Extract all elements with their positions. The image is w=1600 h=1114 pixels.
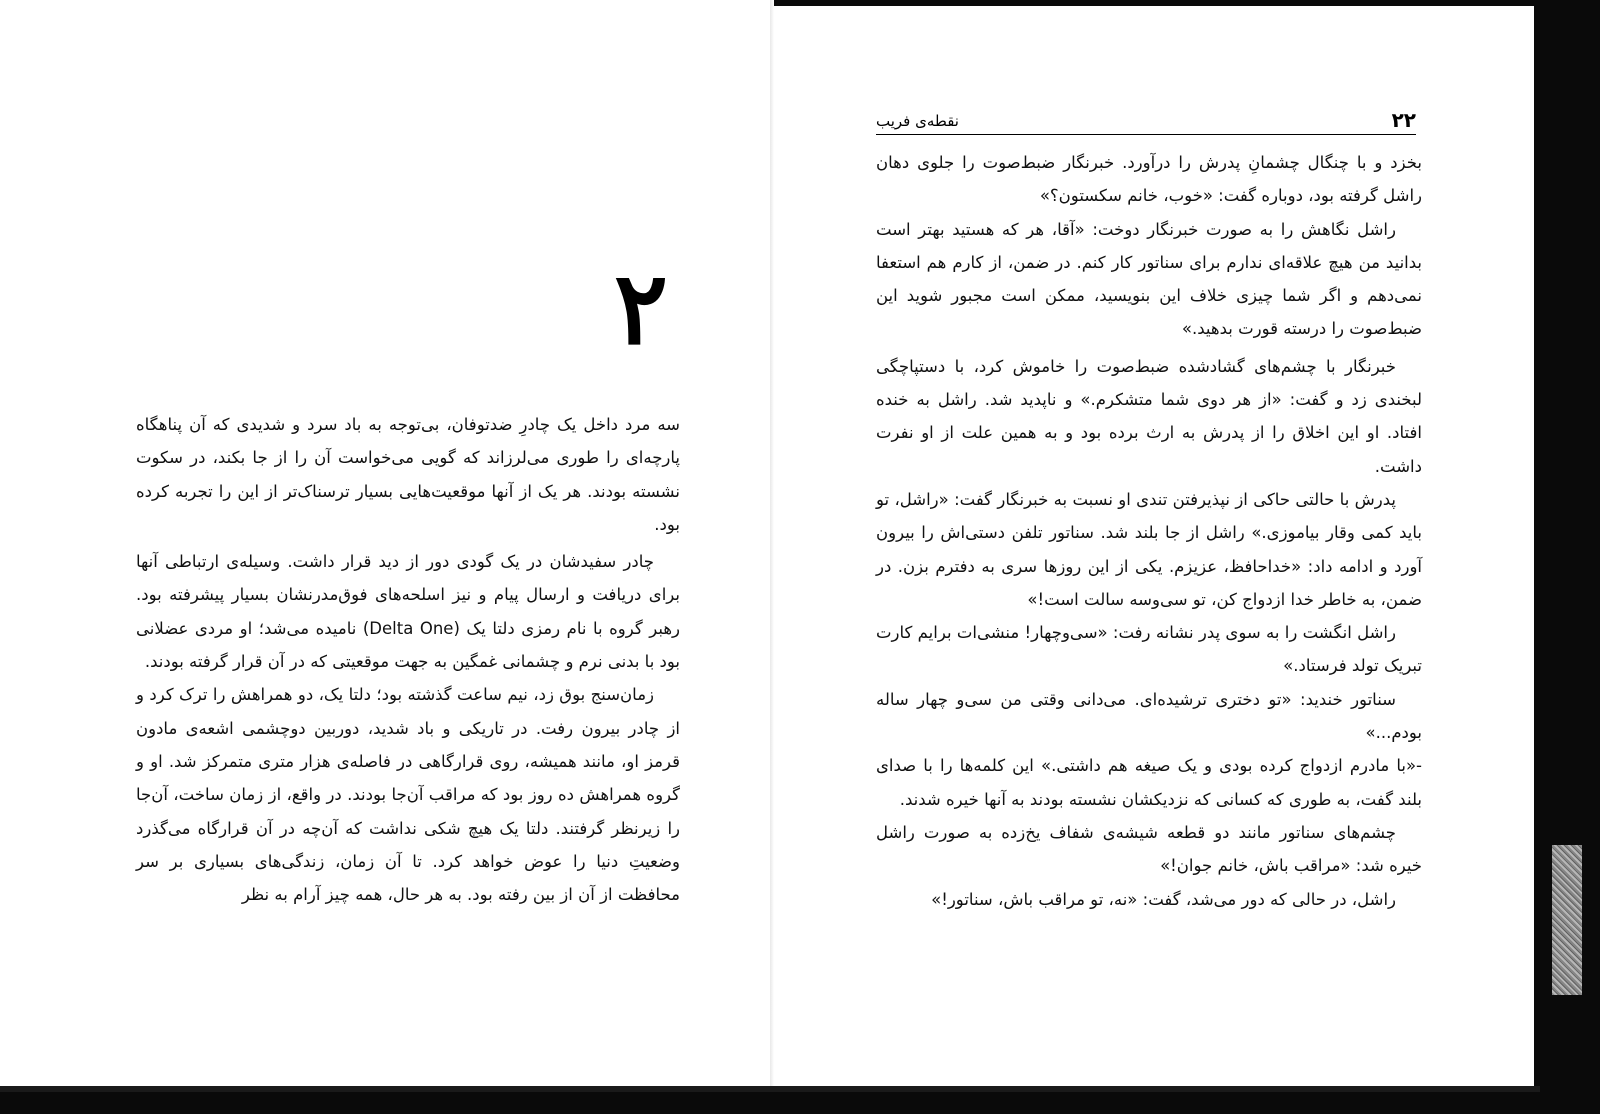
right-text-column bbox=[876, 146, 1422, 916]
paragraph: پدرش با حالتی حاکی از نپذیرفتن تندی او نسبت به خبرنگار گفت: «راشل، تو باید کمی وقار بیاموزی.» راشل از جا بلند شد. سناتور تلفن دستی‌اش را بیرون آورد و ادامه داد: «خداحافظ، عزیزم. یکی از این روزها سری به دفترم بزن. در ضمن، به خاطر خدا ازدواج کن، تو سی‌وسه سالت است!» bbox=[876, 489, 1422, 609]
bottom-edge-shadow bbox=[0, 1086, 1540, 1092]
book-gutter bbox=[770, 0, 774, 1092]
paragraph: چشم‌های سناتور مانند دو قطعه شیشه‌ی شفاف یخ‌زده به صورت راشل خیره شد: «مراقب باش، خانم جوان!» bbox=[876, 822, 1422, 876]
paragraph: راشل، در حالی که دور می‌شد، گفت: «نه، تو مراقب باش، سناتور!» bbox=[931, 889, 1396, 909]
paragraph: راشل نگاهش را به صورت خبرنگار دوخت: «آقا، هر که هستید بهتر است بدانید من هیچ علاقه‌ای ندارم برای سناتور کار کنم. در ضمن، از کارم هم استعفا نمی‌دهم و اگر شما چیزی خلاف این بنویسید، ممکن است مجبور شوید این ضبط‌صوت را درسته قورت بدهید.» bbox=[876, 219, 1422, 339]
page-edge-scan-artifact bbox=[1552, 845, 1582, 995]
paragraph: خبرنگار با چشم‌های گشادشده ضبط‌صوت را خاموش کرد، با دستپاچگی لبخندی زد و گفت: «از هر دوی شما متشکرم.» و ناپدید شد. راشل به خنده افتاد. او این اخلاق را از پدرش به ارث برده بود و به همین علت از او نفرت داشت. bbox=[876, 356, 1422, 476]
paragraph: سناتور خندید: «تو دختری ترشیده‌ای. می‌دانی وقتی من سی‌و چهار ساله بودم...» bbox=[876, 689, 1422, 743]
paragraph: بخزد و با چنگال چشمانِ پدرش را درآورد. خبرنگار ضبط‌صوت را جلوی دهان راشل گرفته بود، دوباره گفت: «خوب، خانم سکستون؟» bbox=[876, 153, 1422, 206]
running-title: نقطه‌ی فریب bbox=[876, 112, 959, 130]
paragraph: سه مرد داخل یک چادرِ ضدتوفان، بی‌توجه به باد سرد و شدیدی که آن پناهگاه پارچه‌ای را طوری می‌لرزاند که گویی می‌خواست آن را از جا بکند، در سکوت نشسته بودند. هر یک از آنها موقعیت‌هایی بسیار ترسناک‌تر از این را تجربه کرده بود. bbox=[136, 415, 680, 534]
page-number: ۲۲ bbox=[1391, 108, 1416, 132]
paragraph: -«با مادرم ازدواج کرده بودی و یک صیغه هم داشتی.» این کلمه‌ها را با صدای بلند گفت، به طوری که کسانی که نزدیکشان نشسته بودند به آنها خیره شدند. bbox=[876, 756, 1422, 809]
left-text-column bbox=[136, 408, 680, 911]
running-header bbox=[876, 108, 1416, 135]
paragraph: راشل انگشت را به سوی پدر نشانه رفت: «سی‌وچهار! منشی‌ات برایم کارت تبریک تولد فرستاد.» bbox=[876, 623, 1422, 676]
paragraph: زمان‌سنج بوق زد، نیم ساعت گذشته بود؛ دلتا یک، دو همراهش را ترک کرد و از چادر بیرون رفت. در تاریکی و باد شدید، دوربین دوچشمی اشعه‌ی مادون قرمز او، مانند همیشه، روی قرارگاهی در فاصله‌ی هزار متری متمرکز شد. او و گروه همراهش ده روز بود که مراقب آن‌جا بودند. در واقع، از زمان ساخت، آن‌جا را زیرنظر گرفتند. دلتا یک هیچ شکی نداشت که آن‌چه در آن قرارگاه می‌گذرد وضعیتِ دنیا را عوض خواهد کرد. تا آن زمان، زندگی‌های بسیاری بر سر محافظت از آن از بین رفته بود. به هر حال، همه چیز آرام به نظر bbox=[136, 685, 680, 905]
chapter-number: ۲ bbox=[614, 249, 668, 367]
paragraph: چادر سفیدشان در یک گودی دور از دید قرار داشت. وسیله‌ی ارتباطی آنها برای دریافت و ارسال پیام و نیز اسلحه‌های فوق‌مدرنشان بسیار پیشرفته بود. رهبر گروه با نام رمزی دلتا یک (Delta One) نامیده می‌شد؛ او مردی عضلانی بود با بدنی نرم و چشمانی غمگین به جهت موقعیتی که در آن قرار گرفته بودند. bbox=[136, 552, 680, 672]
